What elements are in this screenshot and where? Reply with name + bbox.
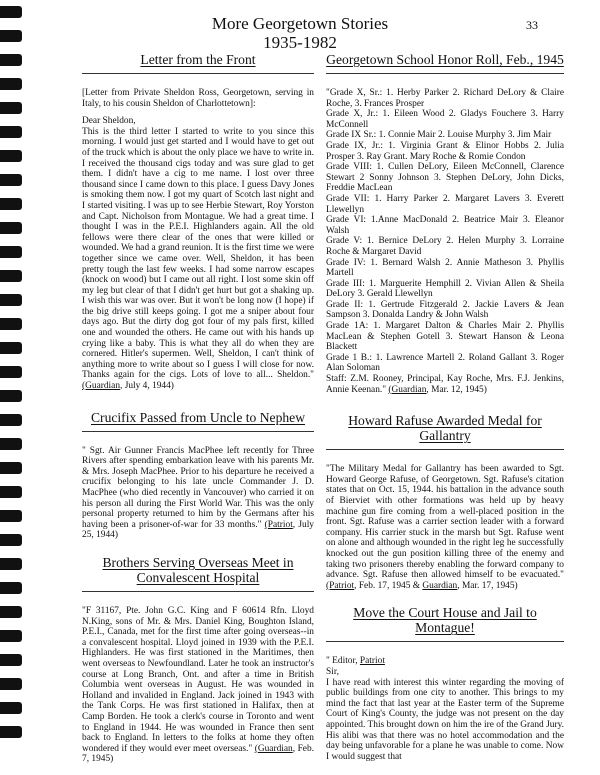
honor-roll-entry: Grade 1A: 1. Margaret Dalton & Charles Mair 2. Phyllis MacLean & Stephen Gotell 3. Stewart Hanson & Leona Blackett xyxy=(326,321,564,353)
article-court-house xyxy=(326,605,564,762)
honor-roll-entry: "Grade X, Sr.: 1. Herby Parker 2. Richard DeLory & Claire Roche, 3. Frances Prosper xyxy=(326,88,564,109)
binding-ring xyxy=(0,678,22,690)
source-name: (Patriot xyxy=(326,580,355,591)
binding-ring xyxy=(0,270,22,282)
binding-ring xyxy=(0,78,22,90)
article-brothers-overseas xyxy=(82,555,314,765)
binding-ring xyxy=(0,102,22,114)
spiral-binding xyxy=(0,0,26,741)
article-salutation: Sir, xyxy=(326,666,339,677)
honor-roll-entry: Grade VI: 1.Anne MacDonald 2. Beatrice Mair 3. Eleanor Walsh xyxy=(326,215,564,236)
left-column xyxy=(82,52,314,775)
honor-roll-list xyxy=(326,88,564,395)
editor-line: " Editor, Patriot xyxy=(326,656,385,667)
source-name-2: Guardian xyxy=(422,580,458,591)
binding-ring xyxy=(0,54,22,66)
binding-ring xyxy=(0,654,22,666)
article-crucifix xyxy=(82,410,314,541)
page-years: 1935-1982 xyxy=(263,33,337,52)
binding-ring xyxy=(0,126,22,138)
binding-ring xyxy=(0,462,22,474)
binding-ring xyxy=(0,174,22,186)
binding-ring xyxy=(0,510,22,522)
binding-ring xyxy=(0,438,22,450)
divider xyxy=(326,641,564,642)
honor-roll-entry: Grade III: 1. Marguerite Hemphill 2. Vivian Allen & Sheila DeLory 3. Gerald Llewellyn xyxy=(326,278,564,300)
source-date: , Feb. 7, 1945) xyxy=(82,743,315,765)
honor-roll-entry: Grade V: 1. Bernice DeLory 2. Helen Murphy 3. Lorraine Roche & Margaret David xyxy=(326,236,564,257)
right-column xyxy=(326,52,564,772)
article-title: Howard Rafuse Awarded Medal for Gallantry xyxy=(348,413,542,444)
binding-ring xyxy=(0,414,22,426)
article-body: " Sgt. Air Gunner Francis MacPhee left recently for Three Rivers after spending embarkation leave with his parents Mr. & Mrs. Joseph MacPhee. Prior to his departure he received a crucifix belonging to his late uncle Commander J. D. MacPhee (who died recently in Vancouver) who carried it on his person all during the First World War. This was the only personal property returned to him by the Germans after his having been a prisoner-of-war for 33 months." (Patriot, July 25, 1944) xyxy=(82,445,314,541)
honor-roll-entry: Grade 1 B.: 1. Lawrence Martell 2. Roland Gallant 3. Roger Alan Soloman xyxy=(326,352,564,374)
binding-ring xyxy=(0,318,22,330)
article-body: I have read with interest this winter regarding the moving of public buildings from one city to another. This brings to my mind the fact that last year at the Easter term of the Supreme Court of King's County, the judge was not present on the day appointed. This brought down on him the ire of the Grand Jury. His alibi was that there was no hotel accommodation and the day being unfavorable for a plane he was unable to come. Now I would suggest that xyxy=(326,677,564,762)
binding-ring xyxy=(0,606,22,618)
honor-roll-entry: Staff: Z.M. Rooney, Principal, Kay Roche, Mrs. F.J. Jenkins, Annie Keenan." (Guardian, Mar. 12, 1945) xyxy=(326,374,564,395)
source-date: , July 25, 1944) xyxy=(82,519,314,541)
article-title: Letter from the Front xyxy=(140,52,256,67)
binding-ring xyxy=(0,222,22,234)
divider xyxy=(326,449,564,450)
article-letter-from-front xyxy=(82,52,314,392)
source-name: Patriot xyxy=(359,656,385,667)
source-date: , July 4, 1944) xyxy=(120,381,174,392)
honor-roll-entry: Grade IV: 1. Bernard Walsh 2. Annie Matheson 3. Phyllis Martell xyxy=(326,257,564,279)
article-title: Crucifix Passed from Uncle to Nephew xyxy=(90,409,306,425)
source-date: , Mar. 12, 1945) xyxy=(426,384,487,395)
binding-ring xyxy=(0,150,22,162)
binding-ring xyxy=(0,630,22,642)
binding-ring xyxy=(0,534,22,546)
article-body: "The Military Medal for Gallantry has been awarded to Sgt. Howard George Rafuse, of Georgetown. Sgt. Rafuse's citation states that on Oct. 15, 1944. his battalion in the advance south of Bierviet with other formations was held up by heavy machine gun fire coming from a well-placed position in the front. Sgt. Rafuse was a carrier section leader with a forward company. His carrier stuck in the marsh but Sgt. Rafuse went on alone and although wounded in the right leg he successfully knocked out the gun position killing three of the enemy and taking two prisoners thereby enabling the forward company to advance. Sgt. Rafuse then allowed himself to be evacuated." (Patriot, Feb. 17, 1945 & Guardian, Mar. 17, 1945) xyxy=(326,464,564,591)
honor-roll-entry: Grade IX, Jr.: 1. Virginia Grant & Elinor Hobbs 2. Julia Prosper 3. Ray Grant. Mary Roche & Romie Condon xyxy=(326,140,564,162)
honor-roll-entry: Grade VIII: 1. Cullen DeLory, Eileen McConnell, Clarence Stewart 2 Sonny Johnson 3. Stephen DeLory, John Dicks, Freddie MacLean xyxy=(326,162,564,194)
divider xyxy=(326,73,564,74)
binding-ring xyxy=(0,390,22,402)
binding-ring xyxy=(0,582,22,594)
source-name: (Guardian xyxy=(82,381,121,392)
binding-ring xyxy=(0,294,22,306)
binding-ring xyxy=(0,702,22,714)
article-title: Brothers Serving Overseas Meet in Convalescent Hospital xyxy=(102,554,294,585)
honor-roll-entry: Grade II: 1. Gertrude Fitzgerald 2. Jackie Lavers & Jean Sampson 3. Donalda Landry & John Walsh xyxy=(326,299,564,321)
binding-ring xyxy=(0,558,22,570)
page-title: More Georgetown Stories xyxy=(211,14,389,33)
binding-ring xyxy=(0,342,22,354)
honor-roll-entry: Grade IX Sr.: 1. Connie Mair 2. Louise Murphy 3. Jim Mair xyxy=(326,130,552,141)
article-intro: [Letter from Private Sheldon Ross, Georgetown, serving in Italy, to his cousin Sheldon of Charlottetown]: xyxy=(82,88,314,109)
divider xyxy=(82,591,314,592)
article-honor-roll xyxy=(326,52,564,395)
binding-ring xyxy=(0,246,22,258)
divider xyxy=(82,73,314,74)
article-rafuse-medal xyxy=(326,413,564,591)
article-body: "F 31167, Pte. John G.C. King and F 60614 Rfn. Lloyd N.King, sons of Mr. & Mrs. Daniel King, Boughton Island, P.E.I., Canada, met for the first time after going overseas--in a convalescent hospital. Lloyd joined in 1939 with the P.E.I. Highlanders. He was first stationed in the Maritimes, then went overseas to Newfoundland. Later he took an instructor's course at Long Branch, Ont. and after a time in British Columbia went overseas in August. He was wounded in Holland and invalided in England. Jack joined in 1943 with the Tank Corps. He was first stationed in Halifax, then at Camp Borden. He took a clerk's course in Toronto and went to England in 1944. He was wounded in France then sent back to England. In letters to the folks at home they often wondered if they would ever meet overseas." (Guardian, Feb. 7, 1945) xyxy=(82,605,315,765)
divider xyxy=(82,431,314,432)
source-name: (Guardian xyxy=(254,743,293,754)
article-title: Georgetown School Honor Roll, Feb., 1945 xyxy=(326,52,564,67)
binding-ring xyxy=(0,486,22,498)
binding-ring xyxy=(0,366,22,378)
page-header xyxy=(0,14,600,52)
binding-ring xyxy=(0,726,22,738)
article-salutation: Dear Sheldon, xyxy=(82,116,136,127)
honor-roll-entry: Grade X, Jr.: 1. Eileen Wood 2. Gladys Fouchere 3. Harry McConnell xyxy=(326,109,564,130)
article-title: Move the Court House and Jail to Montague! xyxy=(353,605,537,636)
article-body: This is the third letter I started to write to you since this morning. I would just get started and I would have to get out of the truck which is about the only place we have to write in. I received the thousand cigs today and was sure glad to get them. I didn't have a cig to me name. I lost over three thousand since I came down to this place. I guess Davy Jones is smoking them now. I got my quart of Scotch last night and I started visiting. I was up to see Herbie Stewart, Roy Yorston and Capt. Nicholson from Montague. We had a great time. I thought I was in the P.E.I. Highlanders again. All the old fellows were there clear of the ones that were killed or wounded. We had a grand reunion. It is the first time we were together since we came over. Well, Sheldon, it has been pretty tough the last few weeks. I had some narrow escapes (knock on wood) but I came out all right. I lost some skin off my leg but clear of that I didn't get hurt but got a shaking up. I wish this war was over. But it won't be long now (I hope) if the big drive still keeps going. I got me a sniper about four days ago. But the dirty dog got four of my pals first, killed one and wounded the others. He came out with his hands up crying like a baby. This is what they all do when they are cornered. Hitler's supermen. Well, Sheldon, I can't think of anything more to write about so I guess I will close for now. Thanks again for the cigs. Lots of love to all... Sheldon." (Guardian, July 4, 1944) xyxy=(82,126,314,392)
honor-roll-entry: Grade VII: 1. Harry Parker 2. Margaret Lavers 3. Everett Llewellyn xyxy=(326,193,564,215)
source-name: (Patriot xyxy=(264,519,293,530)
binding-ring xyxy=(0,198,22,210)
source-name: (Guardian xyxy=(388,384,427,395)
source-date: , Mar. 17, 1945) xyxy=(457,580,518,591)
page-number: 33 xyxy=(526,18,538,32)
